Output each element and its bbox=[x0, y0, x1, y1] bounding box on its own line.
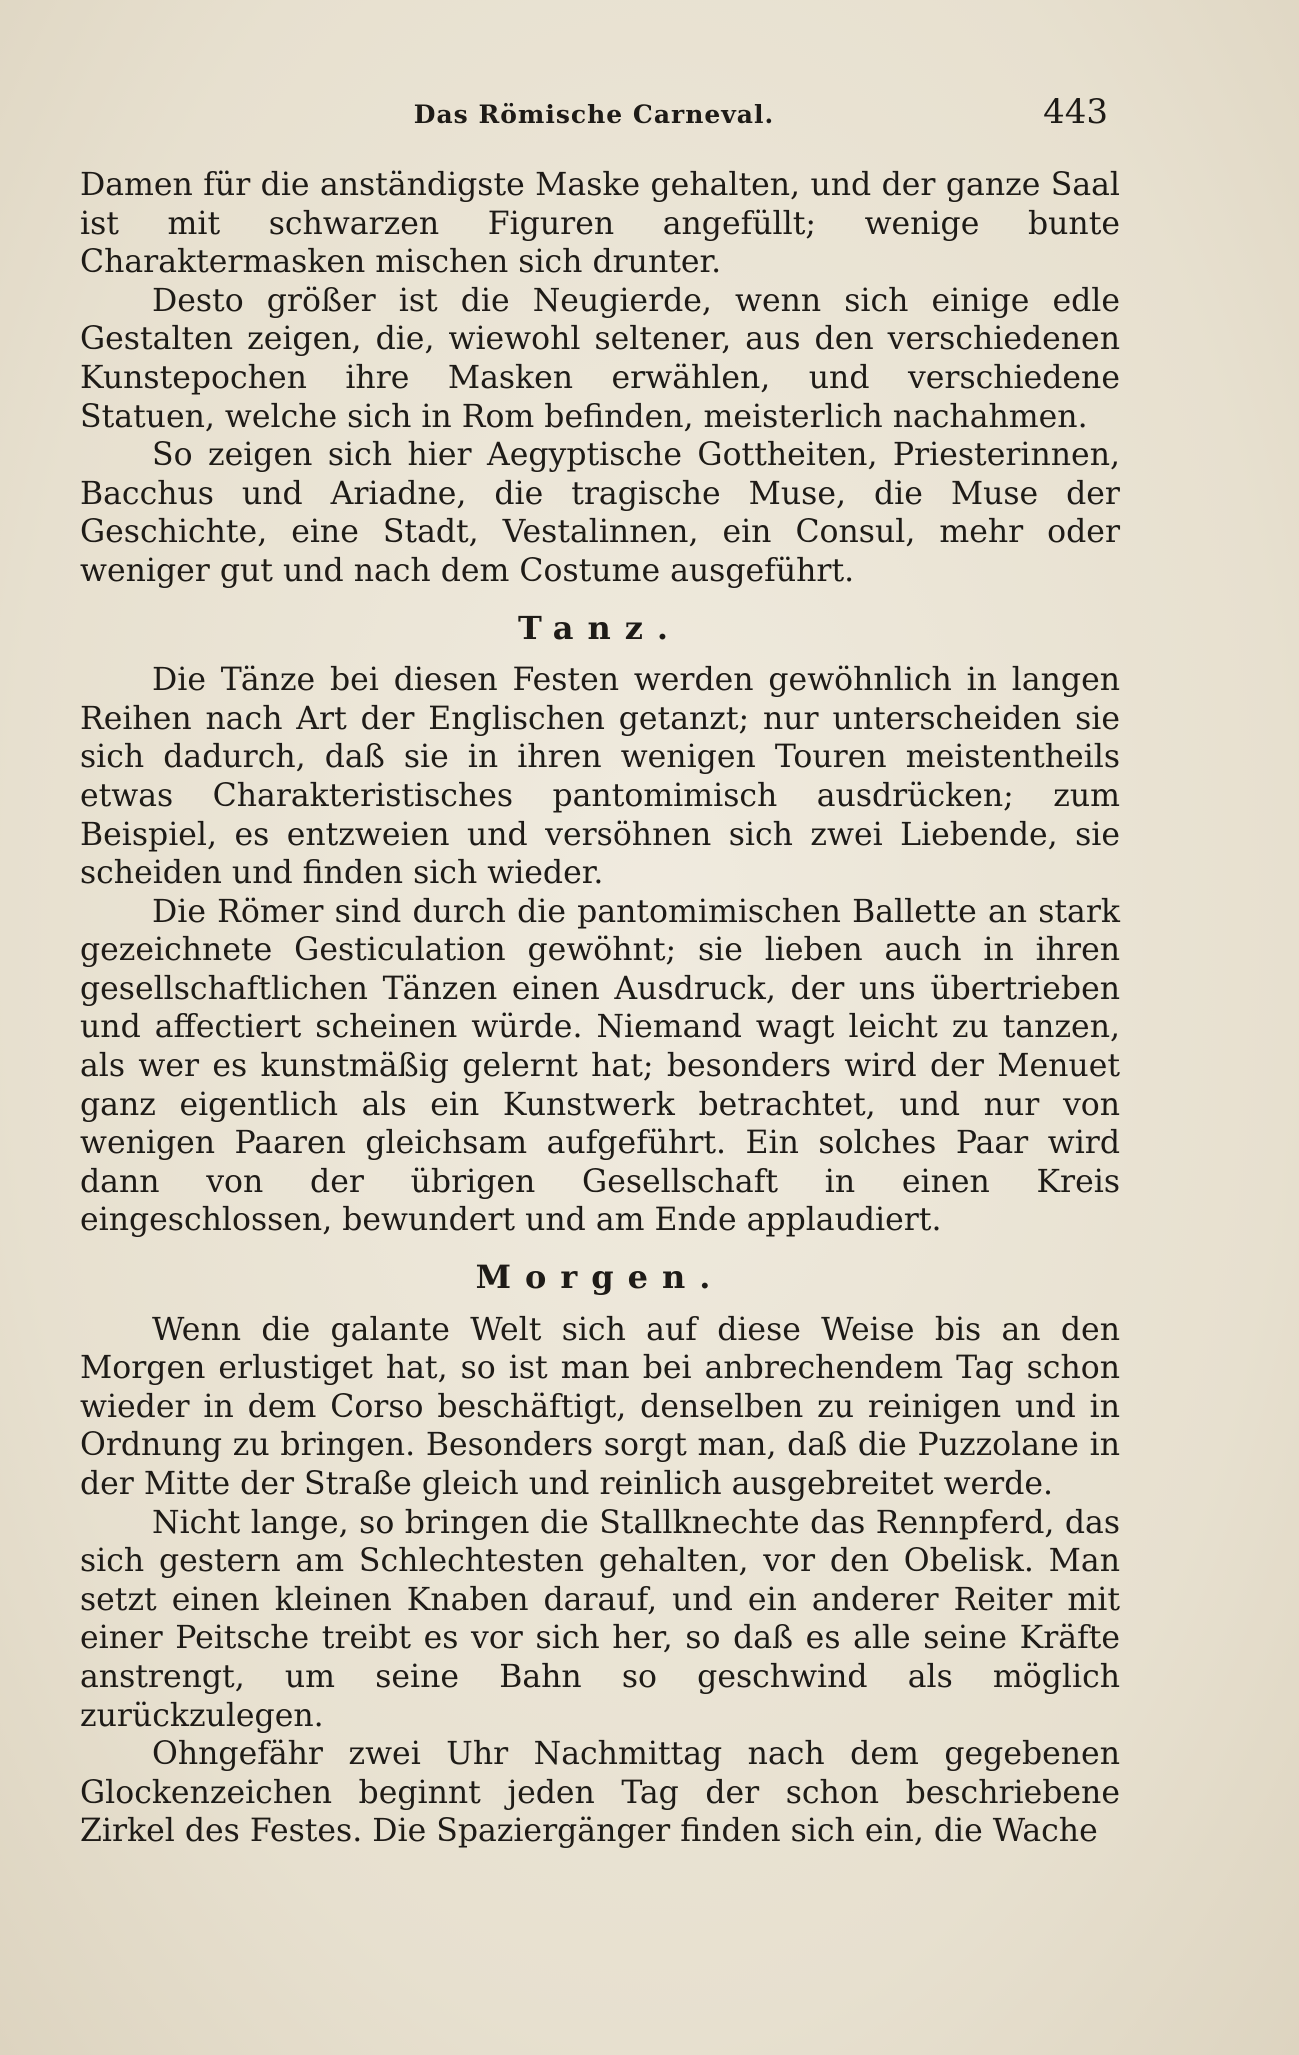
paragraph: So zeigen sich hier Aegyptische Gottheiten, Priesterinnen, Bacchus und Ariadne, die tragische Muse, die Muse der Geschichte, eine Stadt, Vestalinnen, ein Consul, mehr oder weniger gut und nach dem Costume ausgeführt. bbox=[80, 437, 1120, 589]
paragraph: Nicht lange, so bringen die Stallknechte das Rennpferd, das sich gestern am Schlechtesten gehalten, vor den Obelisk. Man setzt einen kleinen Knaben darauf, und ein anderer Reiter mit einer Peitsche treibt es vor sich her, so daß es alle seine Kräfte anstrengt, um seine Bahn so geschwind als möglich zurückzulegen. bbox=[80, 1504, 1120, 1734]
paragraph: Desto größer ist die Neugierde, wenn sich einige edle Gestalten zeigen, die, wiewohl seltener, aus den verschiedenen Kunstepochen ihre Masken erwählen, und verschiedene Statuen, welche sich in Rom befinden, meisterlich nachahmen. bbox=[80, 282, 1120, 435]
paragraph: Die Tänze bei diesen Festen werden gewöhnlich in langen Reihen nach Art der Englischen getanzt; nur unterscheiden sie sich dadurch, daß sie in ihren wenigen Touren meistentheils etwas Charakteristisches pantomimisch ausdrücken; zum Beispiel, es entzweien und versöhnen sich zwei Liebende, sie scheiden und finden sich wieder. bbox=[80, 662, 1120, 892]
section-heading-tanz: Tanz. bbox=[517, 608, 683, 647]
paragraph: Die Römer sind durch die pantomimischen Ballette an stark gezeichnete Gesticulation gewöhnt; sie lieben auch in ihren gesellschaftlichen Tänzen einen Ausdruck, der uns übertrieben und affectiert scheinen würde. Niemand wagt leicht zu tanzen, als wer es kunstmäßig gelernt hat; besonders wird der Menuet ganz eigentlich als ein Kunstwerk betrachtet, und nur von wenigen Paaren gleichsam aufgeführt. Ein solches Paar wird dann von der übrigen Gesellschaft in einen Kreis eingeschlossen, bewundert und am Ende applaudiert. bbox=[80, 893, 1120, 1239]
page-number: 443 bbox=[1043, 92, 1108, 132]
paragraph: Wenn die galante Welt sich auf diese Weise bis an den Morgen erlustiget hat, so ist man bei anbrechendem Tag schon wieder in dem Corso beschäftigt, denselben zu reinigen und in Ordnung zu bringen. Besonders sorgt man, daß die Puzzolane in der Mitte der Straße gleich und reinlich ausgebreitet werde. bbox=[80, 1311, 1120, 1502]
paragraph-continued: Damen für die anständigste Maske gehalten, und der ganze Saal ist mit schwarzen Figuren angefüllt; wenige bunte Charaktermasken mischen sich drunter. bbox=[80, 167, 1120, 281]
body-text bbox=[80, 166, 1120, 1851]
section-heading-morgen: Morgen. bbox=[475, 1258, 725, 1297]
page-header bbox=[80, 92, 1108, 142]
running-title: Das Römische Carneval. bbox=[413, 100, 775, 129]
paragraph: Ohngefähr zwei Uhr Nachmittag nach dem gegebenen Glockenzeichen beginnt jeden Tag der schon beschriebene Zirkel des Festes. Die Spaziergänger finden sich ein, die Wache bbox=[80, 1736, 1120, 1850]
